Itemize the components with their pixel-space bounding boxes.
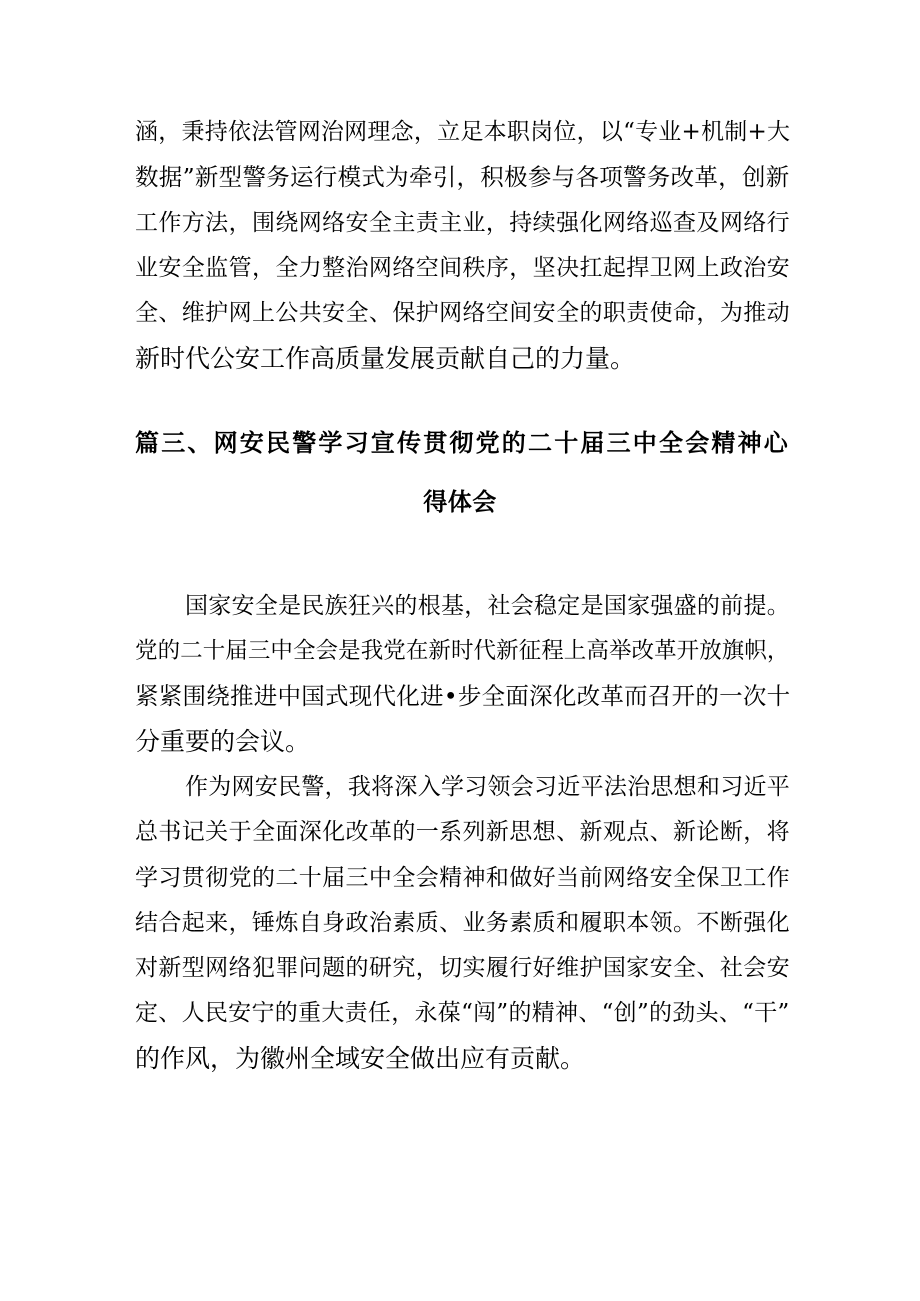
text-line: 国家安全是民族狂兴的根基，社会稳定是国家强盛的前提。 — [185, 593, 790, 619]
text-line: 定、人民安宁的重大责任，永葆“闯”的精神、“创”的劲头、“干” — [135, 1000, 790, 1026]
text-line: 全、维护网上公共安全、保护网络空间安全的职责使命，为推动 — [135, 300, 790, 326]
text-line: 作为网安民警，我将深入学习领会习近平法治思想和习近平 — [185, 774, 790, 800]
text-line: 业安全监管，全力整治网络空间秩序，坚决扛起捍卫网上政治安 — [135, 255, 790, 281]
text-line: 总书记关于全面深化改革的一系列新思想、新观点、新论断，将 — [135, 819, 790, 845]
text-line: 结合起来，锤炼自身政治素质、业务素质和履职本领。不断强化 — [135, 910, 790, 936]
text-line: 新时代公安工作高质量发展贡献自己的力量。 — [135, 344, 636, 373]
text-line: 分重要的会议。 — [135, 727, 311, 756]
text-line: 学习贯彻党的二十届三中全会精神和做好当前网络安全保卫工作 — [135, 865, 790, 891]
text-line: 紧紧围绕推进中国式现代化进•步全面深化改革而召开的一次十 — [135, 682, 791, 710]
heading-line: 篇三、网安民警学习宣传贯彻党的二十届三中全会精神心 — [135, 429, 790, 457]
text-line: 数据”新型警务运行模式为牵引，积极参与各项警务改革，创新 — [135, 163, 790, 191]
text-line: 党的二十届三中全会是我党在新时代新征程上高举改革开放旗帜， — [135, 638, 790, 664]
text-line: 的作风，为徽州全域安全做出应有贡献。 — [135, 1044, 586, 1073]
text-line: 涵，秉持依法管网治网理念，立足本职岗位，以“专业+机制+大 — [135, 119, 791, 145]
text-line: 工作方法，围绕网络安全主责主业，持续强化网络巡查及网络行 — [135, 210, 790, 236]
heading-line: 得体会 — [423, 488, 497, 516]
text-line: 对新型网络犯罪问题的研究，切实履行好维护国家安全、社会安 — [135, 955, 790, 981]
